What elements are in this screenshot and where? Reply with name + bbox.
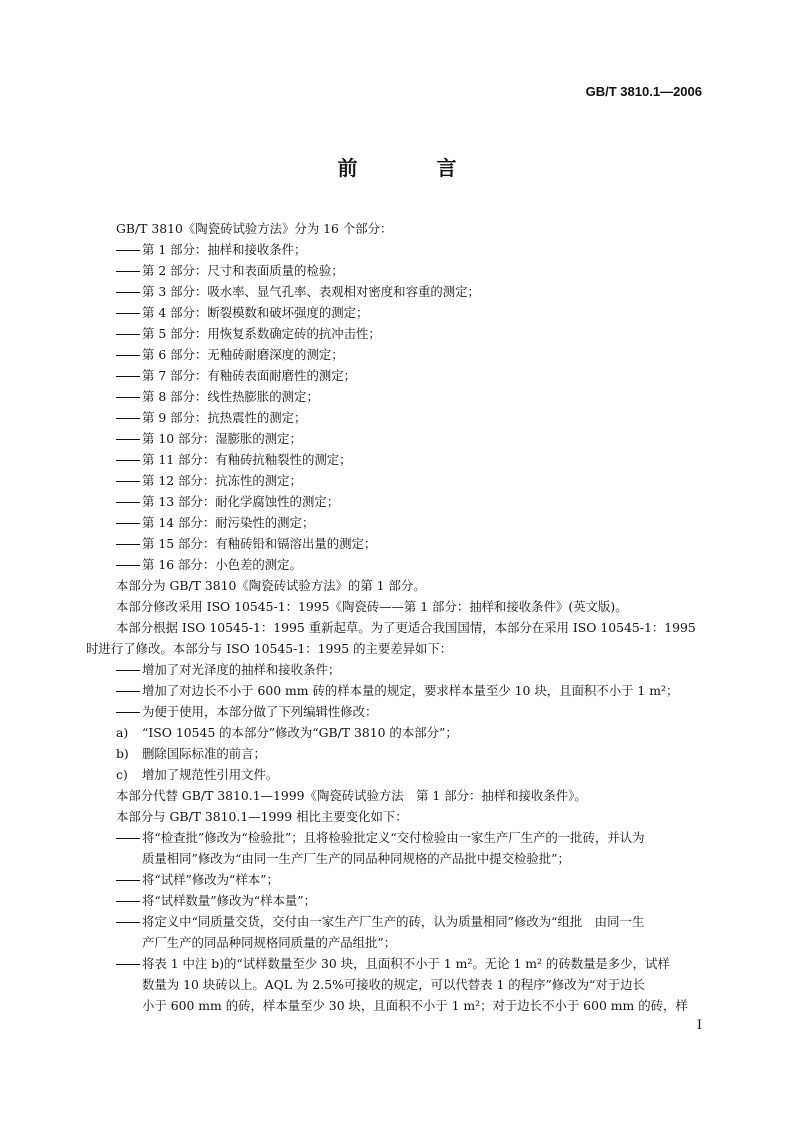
part-item xyxy=(116,449,704,470)
part-item xyxy=(116,470,704,491)
em-dash-mark xyxy=(116,953,142,974)
part-item xyxy=(116,512,704,533)
change-item xyxy=(116,827,704,848)
part-item-text: 第 1 部分：抽样和接收条件； xyxy=(142,242,307,257)
part-of-paragraph: 本部分为 GB/T 3810《陶瓷砖试验方法》的第 1 部分。 xyxy=(116,578,426,593)
item-marker: b) xyxy=(116,746,129,761)
part-item-text: 第 13 部分：耐化学腐蚀性的测定； xyxy=(142,494,340,509)
part-item xyxy=(116,344,704,365)
change-item-text: 将定义中“同质量交货，交付由一家生产厂生产的砖，认为质量相同”修改为“组批 由同一生 xyxy=(142,914,645,929)
part-item-text: 第 4 部分：断裂模数和破坏强度的测定； xyxy=(142,305,369,320)
difference-item-text: 为便于使用，本部分做了下列编辑性修改： xyxy=(142,704,378,719)
item-marker: c) xyxy=(116,767,128,782)
em-dash-mark xyxy=(116,470,142,491)
changes-paragraph: 本部分与 GB/T 3810.1—1999 相比主要变化如下： xyxy=(116,809,408,824)
standard-code: GB/T 3810.1—2006 xyxy=(585,84,702,99)
em-dash-mark xyxy=(116,701,142,722)
change-item-text: 将“试样”修改为“样本”； xyxy=(142,872,279,887)
part-item-text: 第 10 部分：湿膨胀的测定； xyxy=(142,431,302,446)
part-item-text: 第 8 部分：线性热膨胀的测定； xyxy=(142,389,319,404)
em-dash-mark xyxy=(116,407,142,428)
part-item-text: 第 16 部分：小色差的测定。 xyxy=(142,557,302,572)
part-item xyxy=(116,365,704,386)
item-text: 删除国际标准的前言； xyxy=(142,746,266,761)
part-item xyxy=(116,302,704,323)
em-dash-mark xyxy=(116,911,142,932)
em-dash-mark xyxy=(116,281,142,302)
em-dash-mark xyxy=(116,491,142,512)
em-dash-mark xyxy=(116,659,142,680)
em-dash-mark xyxy=(116,239,142,260)
part-item-text: 第 7 部分：有釉砖表面耐磨性的测定； xyxy=(142,368,357,383)
parts-list xyxy=(116,239,704,575)
part-item xyxy=(116,428,704,449)
difference-item xyxy=(116,680,704,701)
change-item xyxy=(116,953,704,974)
em-dash-mark xyxy=(116,869,142,890)
part-item xyxy=(116,281,704,302)
editorial-change-item xyxy=(116,743,704,764)
part-item-text: 第 5 部分：用恢复系数确定砖的抗冲击性； xyxy=(142,326,381,341)
item-text: 增加了规范性引用文件。 xyxy=(142,767,279,782)
em-dash-mark xyxy=(116,365,142,386)
difference-item xyxy=(116,701,704,722)
item-text: “ISO 10545 的本部分”修改为“GB/T 3810 的本部分”； xyxy=(142,725,458,740)
change-item-text: 将表 1 中注 b)的“试样数量至少 30 块，且面积不小于 1 m²。无论 1 m² 的砖数量是多少，试样 xyxy=(142,956,670,971)
part-item-text: 第 3 部分：吸水率、显气孔率、表观相对密度和容重的测定； xyxy=(142,284,480,299)
part-item xyxy=(116,554,704,575)
intro-paragraph: GB/T 3810《陶瓷砖试验方法》分为 16 个部分： xyxy=(116,221,393,236)
em-dash-mark xyxy=(116,344,142,365)
em-dash-mark xyxy=(116,533,142,554)
change-item xyxy=(116,869,704,890)
part-item-text: 第 2 部分：尺寸和表面质量的检验； xyxy=(142,263,344,278)
em-dash-mark xyxy=(116,302,142,323)
editorial-change-item xyxy=(116,722,704,743)
change-item-continuation: 产厂生产的同品种同规格同质量的产品组批”； xyxy=(142,935,397,950)
part-item xyxy=(116,239,704,260)
adopt-paragraph: 本部分修改采用 ISO 10545-1：1995《陶瓷砖——第 1 部分：抽样和接收条件》(英文版)。 xyxy=(116,599,628,614)
replace-paragraph: 本部分代替 GB/T 3810.1—1999《陶瓷砖试验方法 第 1 部分：抽样和接收条件》。 xyxy=(116,788,587,803)
item-marker: a) xyxy=(116,725,129,740)
part-item xyxy=(116,533,704,554)
part-item-text: 第 15 部分：有釉砖铅和镉溶出量的测定； xyxy=(142,536,377,551)
page-number: I xyxy=(696,1018,702,1033)
change-item-continuation: 质量相同”修改为“由同一生产厂生产的同品种同规格的产品批中提交检验批”； xyxy=(142,851,570,866)
difference-item-text: 增加了对光泽度的抽样和接收条件； xyxy=(142,662,341,677)
em-dash-mark xyxy=(116,428,142,449)
differences-list xyxy=(116,659,704,722)
changes-list xyxy=(116,827,704,1016)
change-item-continuation: 数量为 10 块砖以上。AQL 为 2.5%可接收的规定，可以代替表 1 的程序”修改为“对于边长 xyxy=(142,977,645,992)
part-item xyxy=(116,407,704,428)
change-item xyxy=(116,890,704,911)
em-dash-mark xyxy=(116,680,142,701)
change-item-continuation: 小于 600 mm 的砖，样本量至少 30 块，且面积不小于 1 m²；对于边长不小于 600 mm 的砖，样 xyxy=(142,998,688,1013)
change-item-text: 将“试样数量”修改为“样本量”； xyxy=(142,893,317,908)
draft-paragraph-line-1: 本部分根据 ISO 10545-1：1995 重新起草。为了更适合我国国情，本部分在采用 ISO 10545-1：1995 xyxy=(116,620,696,635)
em-dash-mark xyxy=(116,449,142,470)
em-dash-mark xyxy=(116,827,142,848)
em-dash-mark xyxy=(116,260,142,281)
difference-item-text: 增加了对边长不小于 600 mm 砖的样本量的规定，要求样本量至少 10 块，且面积不小于 1 m²； xyxy=(142,683,679,698)
part-item xyxy=(116,491,704,512)
part-item-text: 第 12 部分：抗冻性的测定； xyxy=(142,473,302,488)
em-dash-mark xyxy=(116,554,142,575)
part-item xyxy=(116,323,704,344)
part-item-text: 第 14 部分：耐污染性的测定； xyxy=(142,515,315,530)
em-dash-mark xyxy=(116,890,142,911)
editorial-change-item xyxy=(116,764,704,785)
em-dash-mark xyxy=(116,323,142,344)
draft-paragraph-line-2: 时进行了修改。本部分与 ISO 10545-1：1995 的主要差异如下： xyxy=(86,641,453,656)
part-item-text: 第 6 部分：无釉砖耐磨深度的测定； xyxy=(142,347,344,362)
em-dash-mark xyxy=(116,386,142,407)
difference-item xyxy=(116,659,704,680)
page-title: 前 言 xyxy=(337,156,493,180)
editorial-changes-list xyxy=(116,722,704,785)
change-item-text: 将“检查批”修改为“检验批”；且将检验批定义“交付检验由一家生产厂生产的一批砖，并认为 xyxy=(142,830,645,845)
change-item xyxy=(116,911,704,932)
part-item-text: 第 9 部分：抗热震性的测定； xyxy=(142,410,307,425)
part-item xyxy=(116,386,704,407)
em-dash-mark xyxy=(116,512,142,533)
foreword-body xyxy=(86,218,704,1016)
part-item-text: 第 11 部分：有釉砖抗釉裂性的测定； xyxy=(142,452,352,467)
part-item xyxy=(116,260,704,281)
